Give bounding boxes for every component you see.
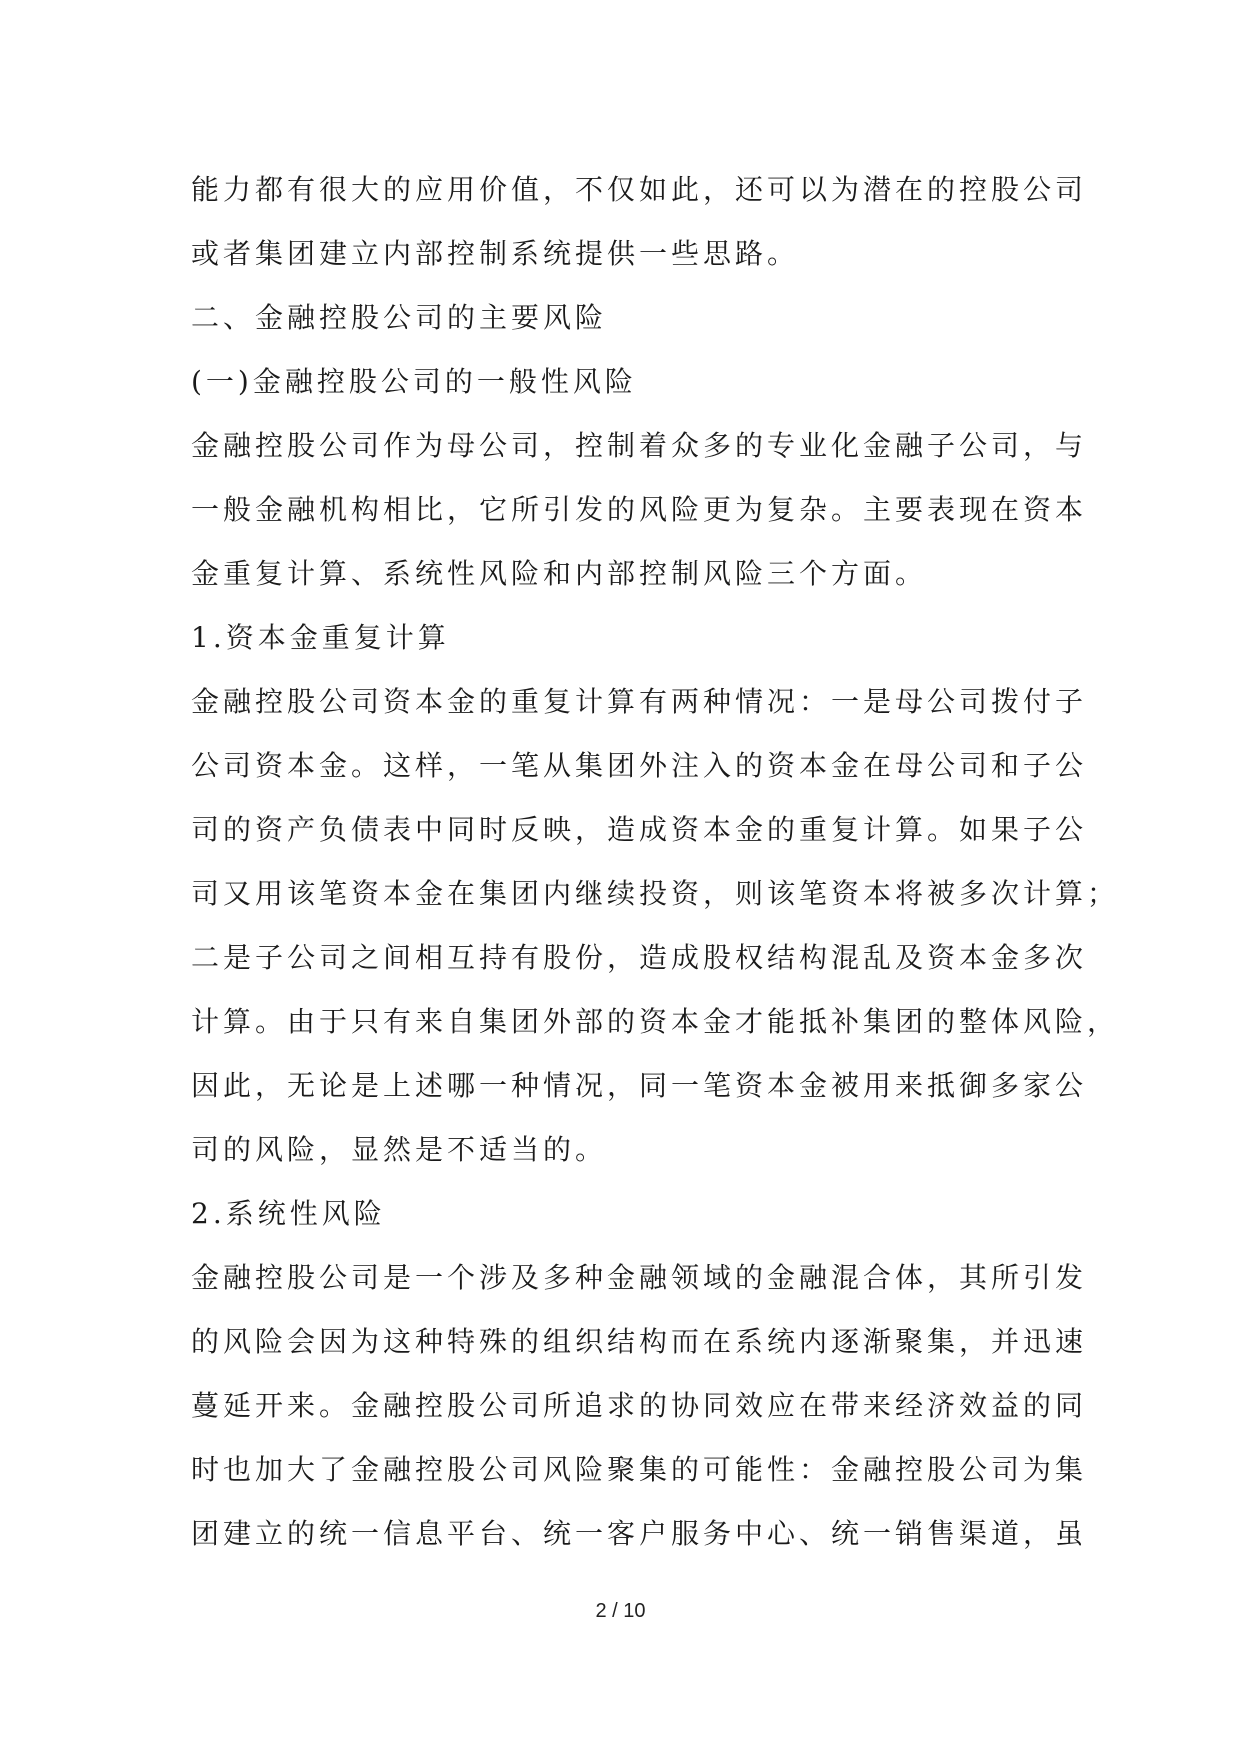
- text-line-5: 金融控股公司作为母公司，控制着众多的专业化金融子公司，与: [191, 429, 1088, 462]
- text-line-10: 公司资本金。这样，一笔从集团外注入的资本金在母公司和子公: [191, 749, 1088, 782]
- text-line-19: 的风险会因为这种特殊的组织结构而在系统内逐渐聚集，并迅速: [191, 1325, 1088, 1358]
- item-heading-systemic: 2.系统性风险: [191, 1197, 386, 1230]
- text-line-20: 蔓延开来。金融控股公司所追求的协同效应在带来经济效益的同: [191, 1389, 1088, 1422]
- subsection-heading: (一)金融控股公司的一般性风险: [191, 365, 637, 398]
- text-line-6: 一般金融机构相比，它所引发的风险更为复杂。主要表现在资本: [191, 493, 1088, 526]
- text-line-22: 团建立的统一信息平台、统一客户服务中心、统一销售渠道，虽: [191, 1517, 1088, 1550]
- text-line-14: 计算。由于只有来自集团外部的资本金才能抵补集团的整体风险，: [191, 1005, 1120, 1038]
- page-body: [191, 158, 1120, 1566]
- text-line-7: 金重复计算、系统性风险和内部控制风险三个方面。: [191, 557, 928, 590]
- text-line-2: 或者集团建立内部控制系统提供一些思路。: [191, 237, 800, 270]
- text-line-9: 金融控股公司资本金的重复计算有两种情况：一是母公司拨付子: [191, 685, 1088, 718]
- page-number: 2 / 10: [595, 1600, 646, 1622]
- text-line-21: 时也加大了金融控股公司风险聚集的可能性：金融控股公司为集: [191, 1453, 1088, 1486]
- text-line-12: 司又用该笔资本金在集团内继续投资，则该笔资本将被多次计算；: [191, 877, 1120, 910]
- item-heading-capital: 1.资本金重复计算: [191, 621, 450, 654]
- text-line-11: 司的资产负债表中同时反映，造成资本金的重复计算。如果子公: [191, 813, 1088, 846]
- text-line-15: 因此，无论是上述哪一种情况，同一笔资本金被用来抵御多家公: [191, 1069, 1088, 1102]
- text-line-16: 司的风险，显然是不适当的。: [191, 1133, 608, 1166]
- text-line-1: 能力都有很大的应用价值，不仅如此，还可以为潜在的控股公司: [191, 173, 1088, 206]
- text-line-13: 二是子公司之间相互持有股份，造成股权结构混乱及资本金多次: [191, 941, 1088, 974]
- text-line-18: 金融控股公司是一个涉及多种金融领域的金融混合体，其所引发: [191, 1261, 1088, 1294]
- section-heading: 二、金融控股公司的主要风险: [191, 301, 608, 334]
